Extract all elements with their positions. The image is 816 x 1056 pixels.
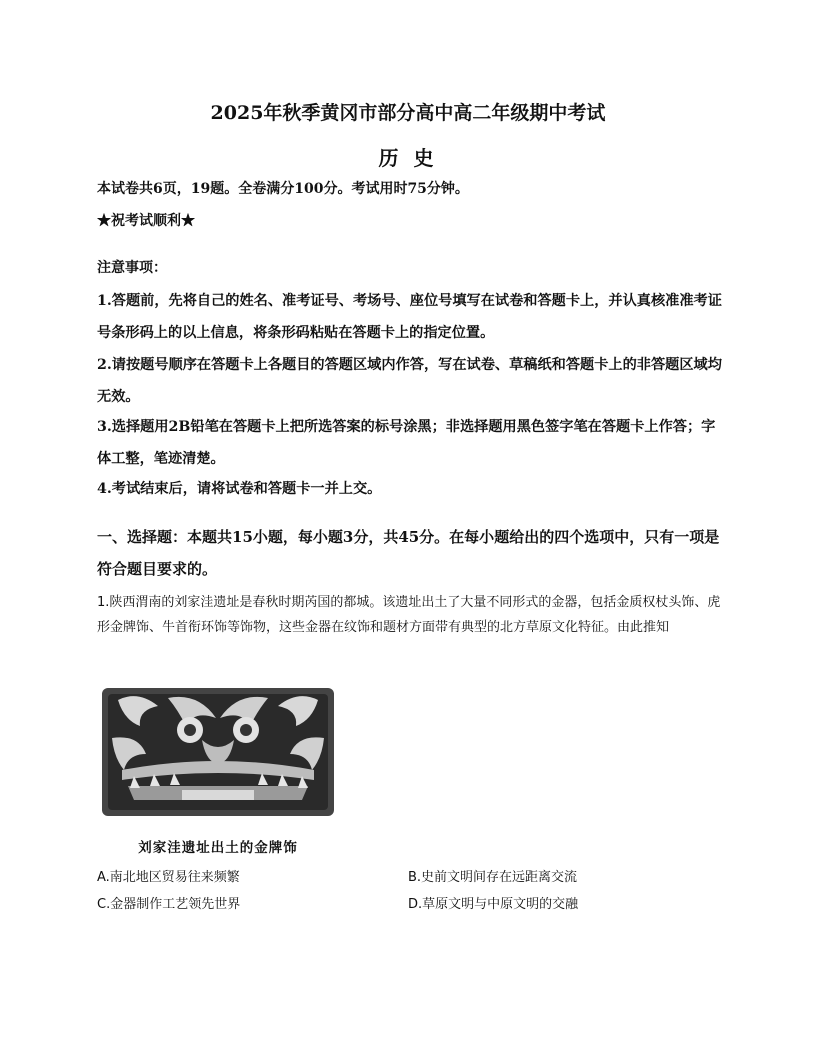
subject-title: 历 史 [378, 146, 438, 170]
question-1-stem: 1.陕西渭南的刘家洼遗址是春秋时期芮国的都城。该遗址出土了大量不同形式的金器，包括金质权杖头饰、虎形金牌饰、牛首衔环饰等饰物，这些金器在纹饰和题材方面带有典型的北方草原文化特征。由此推知 [97, 595, 721, 635]
good-luck-line: ★祝考试顺利★ [97, 213, 195, 229]
option-c[interactable]: C.金器制作工艺领先世界 [97, 897, 241, 912]
notice-heading: 注意事项： [97, 260, 167, 276]
exam-summary: 本试卷共6页，19题。全卷满分100分。考试用时75分钟。 [97, 181, 469, 197]
section-heading-choice: 一、选择题：本题共15小题，每小题3分，共45分。在每小题给出的四个选项中，只有一项是符合题目要求的。 [97, 528, 720, 578]
figure-caption: 刘家洼遗址出土的金牌饰 [138, 840, 298, 856]
option-d[interactable]: D.草原文明与中原文明的交融 [408, 897, 579, 912]
gold-plaque-figure [98, 678, 338, 828]
notice-item-2: 2.请按题号顺序在答题卡上各题目的答题区域内作答，写在试卷、草稿纸和答题卡上的非答题区域均无效。 [97, 357, 722, 405]
option-a[interactable]: A.南北地区贸易往来频繁 [97, 870, 240, 885]
notice-item-4: 4.考试结束后，请将试卷和答题卡一并上交。 [97, 481, 382, 497]
notice-item-3: 3.选择题用2B铅笔在答题卡上把所选答案的标号涂黑；非选择题用黑色签字笔在答题卡上作答；字体工整，笔迹清楚。 [97, 419, 716, 467]
exam-title: 2025年秋季黄冈市部分高中高二年级期中考试 [210, 102, 606, 124]
notice-item-1: 1.答题前，先将自己的姓名、准考证号、考场号、座位号填写在试卷和答题卡上，并认真核准准考证号条形码上的以上信息，将条形码粘贴在答题卡上的指定位置。 [97, 293, 722, 341]
option-b[interactable]: B.史前文明间存在远距离交流 [408, 870, 578, 885]
